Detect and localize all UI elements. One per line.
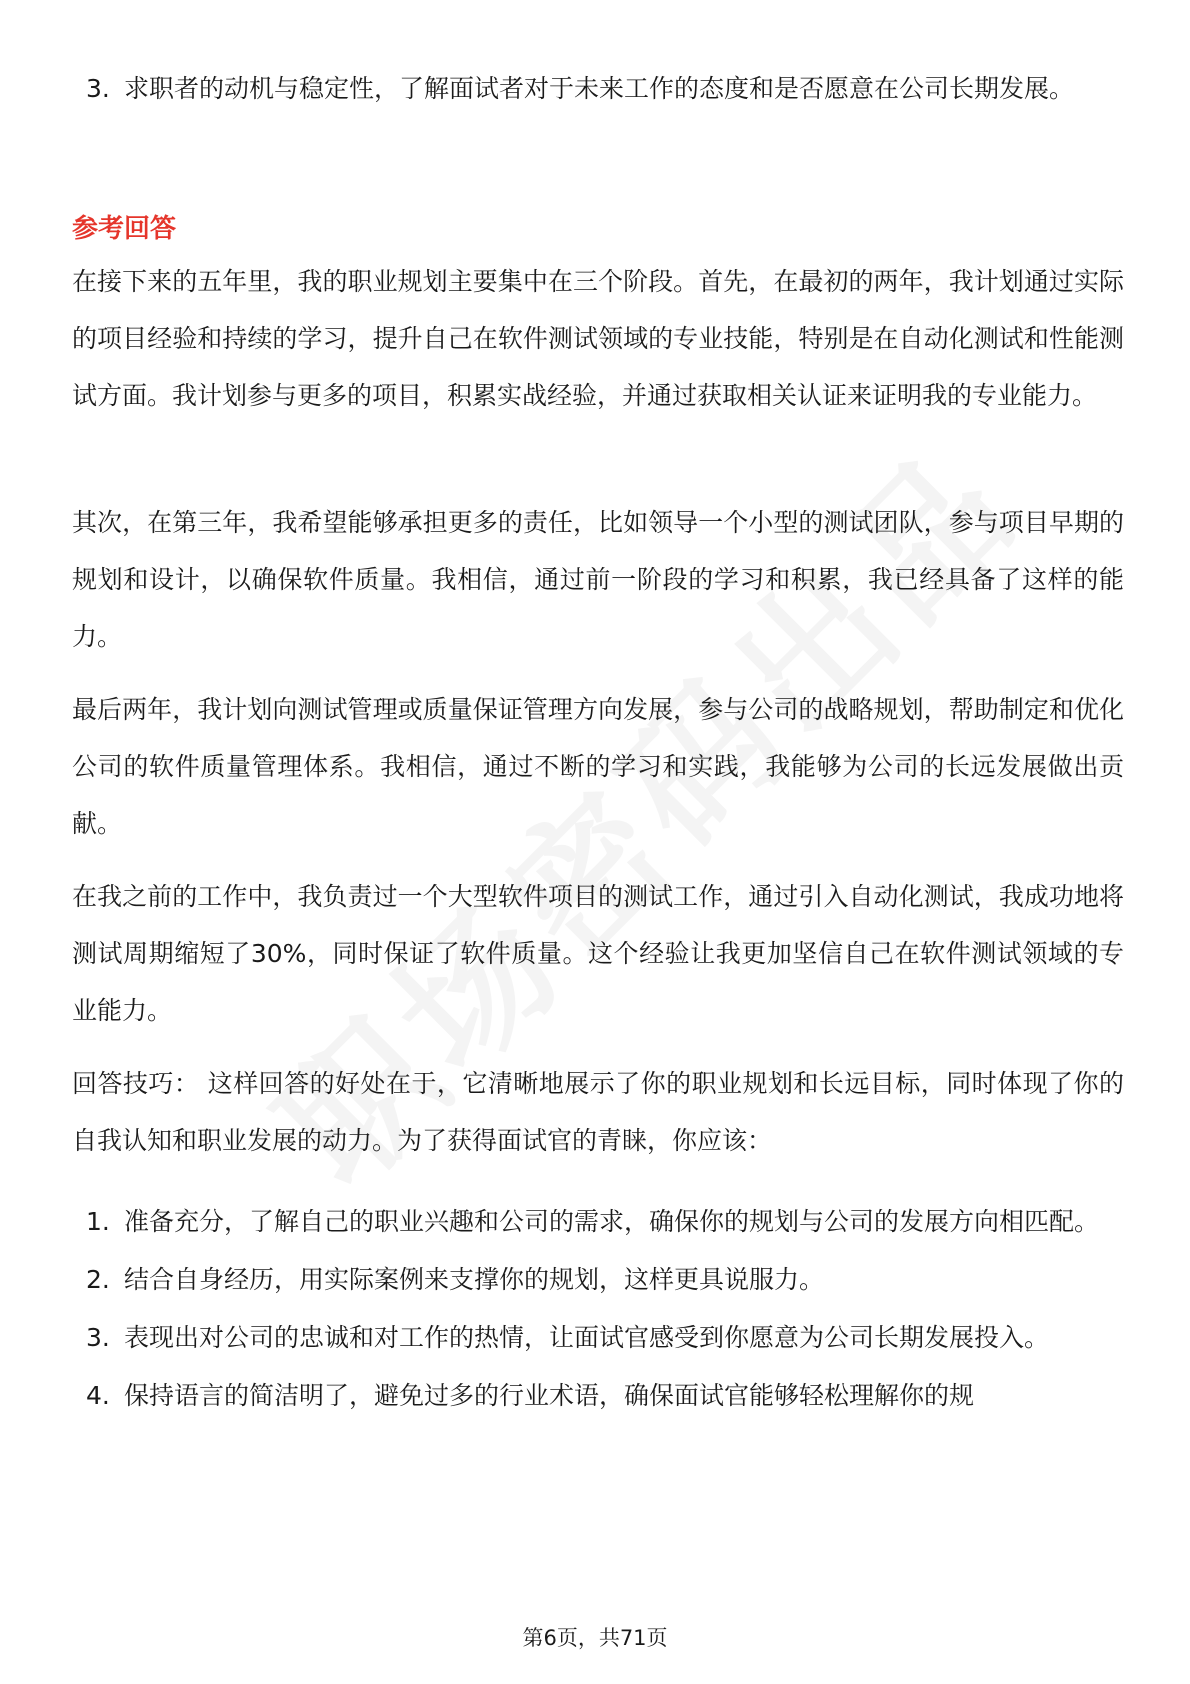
list-text: 准备充分，了解自己的职业兴趣和公司的需求，确保你的规划与公司的发展方向相匹配。 — [124, 1207, 1100, 1236]
list-text: 保持语言的简洁明了，避免过多的行业术语，确保面试官能够轻松理解你的规 — [124, 1381, 975, 1410]
list-number: 3. — [86, 1323, 110, 1352]
answer-paragraph-3: 最后两年，我计划向测试管理或质量保证管理方向发展，参与公司的战略规划，帮助制定和优化公司的软件质量管理体系。我相信，通过不断的学习和实践，我能够为公司的长远发展做出贡献。 — [72, 695, 1124, 838]
list-item — [72, 1309, 1122, 1367]
list-item — [72, 60, 1122, 118]
tips-intro: 回答技巧： 这样回答的好处在于，它清晰地展示了你的职业规划和长远目标，同时体现了你的自我认知和职业发展的动力。为了获得面试官的青睐，你应该： — [72, 1069, 1124, 1155]
list-text: 结合自身经历，用实际案例来支撑你的规划，这样更具说服力。 — [124, 1265, 825, 1294]
list-number: 1. — [86, 1207, 110, 1236]
list-number: 3. — [86, 74, 110, 103]
list-number: 4. — [86, 1381, 110, 1410]
section-heading: 参考回答 — [72, 214, 177, 244]
list-number: 2. — [86, 1265, 110, 1294]
criteria-list — [72, 60, 1122, 118]
answer-paragraph-4: 在我之前的工作中，我负责过一个大型软件项目的测试工作，通过引入自动化测试，我成功地将测试周期缩短了30%，同时保证了软件质量。这个经验让我更加坚信自己在软件测试领域的专业能力。 — [72, 882, 1124, 1025]
answer-paragraph-1: 在接下来的五年里，我的职业规划主要集中在三个阶段。首先，在最初的两年，我计划通过实际的项目经验和持续的学习，提升自己在软件测试领域的专业技能，特别是在自动化测试和性能测试方面。我计划参与更多的项目，积累实战经验，并通过获取相关认证来证明我的专业能力。 — [72, 267, 1124, 410]
list-text: 求职者的动机与稳定性，了解面试者对于未来工作的态度和是否愿意在公司长期发展。 — [124, 74, 1075, 103]
page-number: 第6页，共71页 — [522, 1626, 668, 1650]
list-item — [72, 1193, 1122, 1251]
list-item — [72, 1251, 1122, 1309]
tips-list — [72, 1193, 1122, 1425]
list-text: 表现出对公司的忠诚和对工作的热情，让面试官感受到你愿意为公司长期发展投入。 — [124, 1323, 1050, 1352]
list-item — [72, 1367, 1122, 1425]
answer-paragraph-2: 其次，在第三年，我希望能够承担更多的责任，比如领导一个小型的测试团队，参与项目早期的规划和设计，以确保软件质量。我相信，通过前一阶段的学习和积累，我已经具备了这样的能力。 — [72, 508, 1124, 651]
